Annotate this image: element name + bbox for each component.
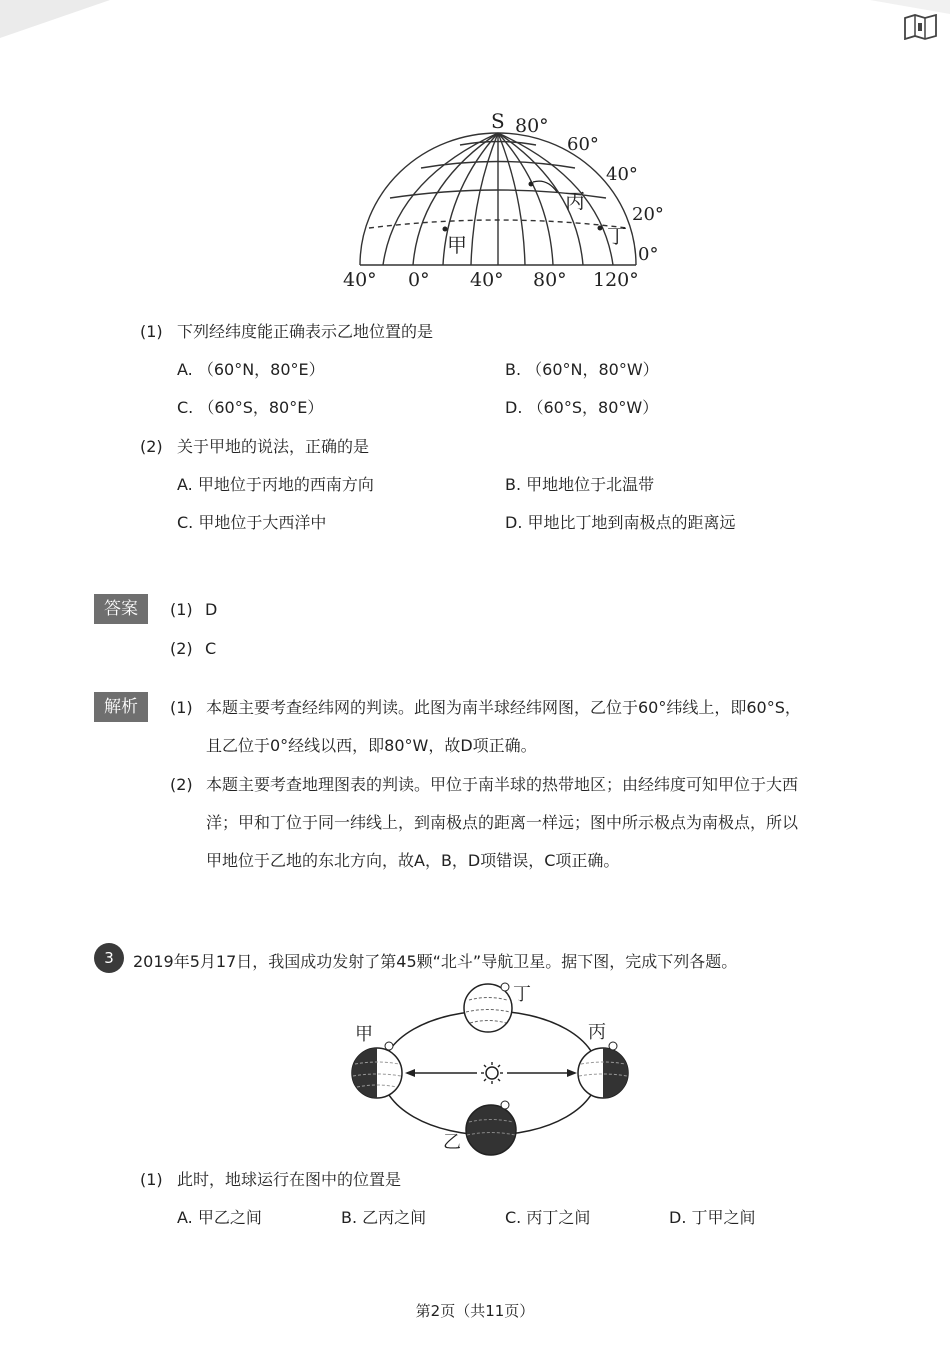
lat-label-80: 80° <box>515 115 549 137</box>
q2-sub1-option-a[interactable] <box>177 359 325 381</box>
orbit-figure <box>345 980 640 1162</box>
option-letter: D. <box>669 1208 687 1227</box>
option-letter: D. <box>505 398 523 417</box>
option-letter: C. <box>177 513 194 532</box>
q3-sub1-option-c[interactable] <box>505 1207 590 1229</box>
option-text: 甲乙之间 <box>197 1208 262 1227</box>
q3-sub1-question: 此时，地球运行在图中的位置是 <box>177 1170 402 1189</box>
answer-1-number: (1) <box>170 600 193 619</box>
lon-label-0: 0° <box>408 269 430 291</box>
option-text: 甲地位于丙地的西南方向 <box>197 475 374 494</box>
earth-jia <box>352 1042 402 1098</box>
q3-sub1-option-b[interactable] <box>341 1207 426 1229</box>
earth-yi <box>466 1101 516 1155</box>
analysis-1-number: (1) <box>170 698 193 717</box>
earth-ding <box>464 983 512 1032</box>
lon-label-40e: 40° <box>470 269 504 291</box>
orbit-label-jia: 甲 <box>355 1024 373 1045</box>
analysis-1-line-1: 本题主要考查经纬网的判读。此图为南半球经纬网图，乙位于60°纬线上，即60°S， <box>206 698 801 717</box>
q2-sub1-question: 下列经纬度能正确表示乙地位置的是 <box>177 322 434 341</box>
answer-2-number: (2) <box>170 639 193 658</box>
option-text: 甲地比丁地到南极点的距离远 <box>527 513 736 532</box>
answer-1-value: D <box>205 600 218 619</box>
option-letter: A. <box>177 360 193 379</box>
q3-sub1-option-a[interactable] <box>177 1207 262 1229</box>
place-jia: 甲 <box>447 233 467 257</box>
lon-label-40w: 40° <box>343 269 377 291</box>
analysis-2-number: (2) <box>170 775 193 794</box>
page-footer: 第2页（共11页） <box>415 1302 535 1320</box>
option-letter: A. <box>177 1208 193 1227</box>
q3-stem: 2019年5月17日，我国成功发射了第45颗“北斗”导航卫星。据下图，完成下列各题。 <box>133 952 738 971</box>
q3-sub1-number: (1) <box>140 1170 163 1189</box>
option-text: 丙丁之间 <box>526 1208 591 1227</box>
place-ding: 丁 <box>607 224 627 248</box>
option-text: （60°S，80°E） <box>198 398 324 417</box>
graticule-figure <box>335 100 680 295</box>
option-letter: B. <box>341 1208 358 1227</box>
q3-sub1-option-d[interactable] <box>669 1207 756 1229</box>
analysis-2-line-3: 甲地位于乙地的东北方向，故A，B，D项错误，C项正确。 <box>206 851 620 870</box>
option-text: 乙丙之间 <box>362 1208 427 1227</box>
lon-label-80e: 80° <box>533 269 567 291</box>
option-text: 甲地位于大西洋中 <box>198 513 327 532</box>
answer-2-value: C <box>205 639 217 658</box>
earth-bing <box>578 1042 628 1098</box>
option-text: （60°N，80°E） <box>197 360 325 379</box>
option-letter: C. <box>505 1208 522 1227</box>
option-text: 甲地地位于北温带 <box>526 475 655 494</box>
lat-label-40: 40° <box>606 164 638 185</box>
option-text: 丁甲之间 <box>691 1208 756 1227</box>
orbit-label-yi: 乙 <box>443 1132 461 1153</box>
sun-icon <box>481 1062 503 1084</box>
q2-sub2-option-d[interactable] <box>505 512 736 534</box>
q2-sub1-option-c[interactable] <box>177 397 323 419</box>
option-letter: A. <box>177 475 193 494</box>
analysis-2-line-2: 洋；甲和丁位于同一纬线上，到南极点的距离一样远；图中所示极点为南极点，所以 <box>206 813 799 832</box>
analysis-2-line-1: 本题主要考查地理图表的判读。甲位于南半球的热带地区；由经纬度可知甲位于大西 <box>206 775 799 794</box>
lat-label-0: 0° <box>638 244 659 265</box>
option-letter: D. <box>505 513 523 532</box>
answer-tag: 答案 <box>94 594 148 624</box>
lat-label-60: 60° <box>567 134 599 155</box>
lon-label-120e: 120° <box>593 269 639 291</box>
orbit-label-bing: 丙 <box>588 1022 606 1043</box>
q2-sub2-question: 关于甲地的说法，正确的是 <box>177 437 370 456</box>
option-text: （60°S，80°W） <box>527 398 659 417</box>
pole-label: S <box>491 109 505 133</box>
q2-sub1-option-b[interactable] <box>505 359 659 381</box>
q2-sub2-option-c[interactable] <box>177 512 326 534</box>
corner-decoration <box>0 0 120 40</box>
book-map-icon <box>903 14 939 40</box>
option-text: （60°N，80°W） <box>526 360 659 379</box>
analysis-1-line-2: 且乙位于0°经线以西，即80°W，故D项正确。 <box>206 736 537 755</box>
q2-sub2-option-b[interactable] <box>505 474 654 496</box>
analysis-tag: 解析 <box>94 692 148 722</box>
place-bing: 丙 <box>565 189 585 213</box>
option-letter: B. <box>505 475 522 494</box>
q2-sub2-option-a[interactable] <box>177 474 374 496</box>
option-letter: C. <box>177 398 194 417</box>
lat-label-20: 20° <box>632 204 664 225</box>
q2-sub2-number: (2) <box>140 437 163 456</box>
orbit-label-ding: 丁 <box>513 984 531 1005</box>
question-number-badge: 3 <box>94 943 124 973</box>
q2-sub1-option-d[interactable] <box>505 397 658 419</box>
option-letter: B. <box>505 360 522 379</box>
q2-sub1-number: (1) <box>140 322 163 341</box>
